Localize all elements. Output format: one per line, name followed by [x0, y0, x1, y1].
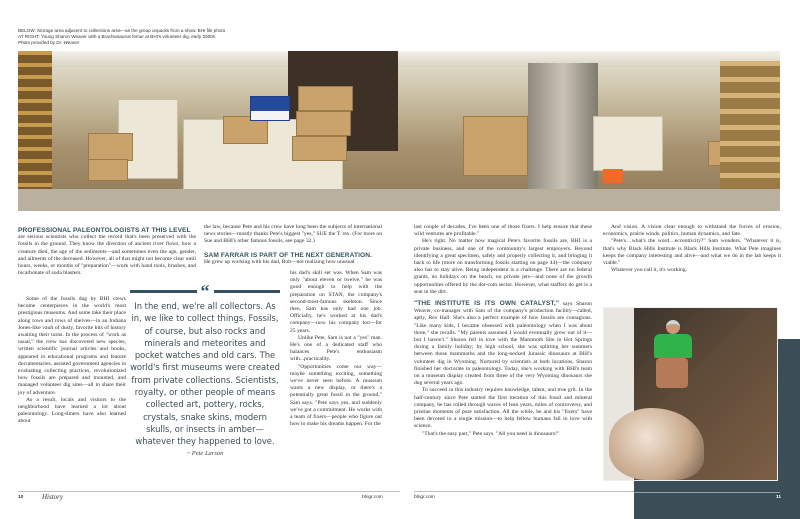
paragraph: says Sharon Weaver, co-manager with Sam of the company's production facility—called, aptly, Rex Hall. She's also a perfect example of how fossils are contagious. "Like many kids, I became obsessed with paleontology when I was about three," she recalls. "My parents assumed I would eventually grow out of it—but I haven't." Sharon fell in love with the Mammoth Site in Hot Springs during a family holiday; by high school, she was splitting her summers between those mammoths and the long-necked Jurassic dinosaurs at BHI's volunteer dig in Wyoming. Nurtured by scientists at both locations, Sharon finished her doctorate in paleontology. Today, she's working with BHI's team on a museum display created from three of the very Wyoming dinosaurs she dug several years ago. — [414, 301, 592, 387]
website-link-left[interactable]: bhigr.com — [362, 495, 383, 500]
paragraph: "Opportunities come our way—maybe something exciting, something we've never seen before. A museum wants a new display, or there's a potentially great fossil in the ground," Sam says. "Pete says yes, and suddenly we've got a commitment. He works with a team of fixers—people who figure out how to make his dreams happen. For the — [290, 363, 382, 428]
paragraph: As a result, locals and visitors to the neighborhood have learned a lot about paleontology. Long-timers have also learned about — [18, 396, 126, 425]
photo-person-head — [666, 320, 680, 334]
paragraph: are serious scientists who collect the record that's been preserved with the fossils in the ground. They know the direction of ancient river flows, how a creature died, the age of the sediments—and sometimes even the age, gender, and ailments of the deceased. However, all of that might not become clear until hours, weeks, or months of "preparation"—work with hand tools, brushes, and bicarbonate of soda blasters. — [18, 234, 196, 277]
photo-caption — [18, 28, 438, 47]
paragraph: And vision. A vision clear enough to withstand the forces of erosion, economics, prairie winds, politics, human dynamics, and fate. — [603, 224, 781, 238]
history-logo: History — [42, 493, 63, 501]
sharon-weaver-dig-photo — [603, 307, 778, 481]
article-column-1-narrow — [18, 296, 126, 426]
divider — [130, 290, 197, 293]
photo-ceiling — [18, 51, 780, 67]
divider — [214, 290, 281, 293]
photo-cabinet — [593, 116, 663, 171]
page-number-left: 10 — [18, 495, 24, 500]
paragraph: He grew up working with his dad, Bob—not realizing how unusual — [204, 258, 355, 265]
website-link-right[interactable]: bhigr.com — [414, 495, 435, 500]
photo-shelf-left — [18, 51, 52, 211]
caption-line-1: BELOW: Storage area adjacent to collections area—as the group unpacks from a show. BHI file photo — [18, 28, 226, 33]
photo-orange-box — [603, 169, 623, 183]
article-column-2 — [204, 224, 382, 266]
paragraph: the law, because Pete and his crew have long been the subjects of international news stories—mostly thanks Pete's biggest "yes," SUE the T. rex. (For more on Sue and BHI's other famous fossils, see page 32.) — [204, 224, 382, 245]
section-heading-catalyst: "THE INSTITUTE IS ITS OWN CATALYST," — [414, 300, 560, 308]
article-column-4 — [603, 224, 781, 274]
pull-quote-rule — [130, 281, 280, 301]
photo-box — [292, 136, 347, 161]
photo-floor — [18, 189, 780, 211]
article-column-3 — [414, 224, 592, 438]
article-column-1 — [18, 224, 196, 277]
paragraph: Unlike Pete, Sam is not a "yes" man. He's one of a dedicated staff who balances Pete's enthusiasm with...practicality. — [290, 334, 382, 363]
footer-divider-right — [414, 491, 634, 492]
paragraph: "That's the easy part," Pete says. "All you need is dinosaurs!" — [422, 430, 560, 437]
storage-area-photo — [18, 51, 780, 211]
photo-box — [88, 133, 133, 161]
paragraph: Whatever you call it, it's working. — [611, 267, 688, 274]
photo-box — [463, 116, 528, 176]
photo-box — [296, 111, 351, 136]
pull-quote — [130, 281, 280, 457]
page-number-right: 11 — [776, 495, 782, 500]
article-column-2-narrow — [290, 270, 382, 428]
quote-mark-icon: “ — [200, 281, 210, 301]
paragraph: his dad's skill set was. When Sam was only "about eleven or twelve," he was good enough to help with the preparation on STAN, the company's second-most-famous skeleton. Since then, Sam has only had one job. Officially, he's worked at his dad's company—now his company too—for 25 years. — [290, 270, 382, 334]
photo-box — [298, 86, 353, 111]
paragraph: "Pete's…what's the word…eccentricity?" Sam wonders. "Whatever it is, that's why Black Hills Institute is Black Hills Institute. What Pete imagines keeps the company interesting and alive—and what we do in the lab keeps it viable." — [603, 238, 781, 267]
caption-line-2: AT RIGHT: Young Sharon Weaver with a Brachiosaurus femur at BHI's volunteer dig, early 2000s. — [18, 34, 217, 40]
photo-box — [88, 159, 128, 181]
section-heading-professional: PROFESSIONAL PALEONTOLOGISTS AT THIS LEVEL — [18, 227, 191, 234]
caption-credit: Photo provided by Dr. Weaver — [18, 40, 80, 46]
accent-rule — [634, 492, 780, 493]
photo-person-legs — [656, 358, 688, 388]
pull-quote-signature: ~ Pete Larson — [186, 449, 224, 457]
paragraph: last couple of decades, I've been one of those fixers. I help ensure that these wild ventures are profitable." — [414, 224, 592, 238]
paragraph: Some of the fossils dug by BHI crews become centerpieces in the world's most prestigious museums. And some take their place along rows and rows of shelves—in an Indiana Jones-like vault of dusty, favorite bits of history awaiting their turns. In the process of "work as usual," the crew has discovered new species, written scientific journal articles and books, appeared in educational programs and feature documentaries, assisted government agencies in evaluating collecting practices, revolutionized how fossils are prepared and mounted, and managed volunteer dig sites—all to share their joy of adventure. — [18, 296, 126, 396]
footer-divider-left — [18, 491, 400, 492]
pull-quote-text: In the end, we're all collectors. As in, we like to collect things. Fossils, of course, but also rocks and minerals and meteorites and pocket watches and old cars. The world's first museums were created from private collections. Scientists, royalty, or other people of means collected art, pottery, rocks, crystals, snake skins, modern skulls, or insects in amber—whatever they happened to love. — [130, 301, 280, 447]
photo-person-shirt — [654, 334, 692, 358]
paragraph: He's right. No matter how magical Pete's favorite fossils are, BHI is a private business, and one of the community's largest employers. Beyond identifying a great specimen, safely and properly collecting it, and bringing it back to life (more on transforming fossils starting on page 44)—the company also has to stay alive. Being independent is a challenge. There are no federal grants, no holidays on the beach, no private jets—and none of the growth opportunities offered by the dot-com sector. However, what staffers do get is a seat in the dirt. — [414, 238, 592, 295]
paragraph: To succeed in this industry requires knowledge, talent, and true grit. In the half-century since Pete started the first iteration of this fossil and mineral company, he has rolled through waves of lean years, miles of controversy, and pristine moments of pure satisfaction. All the while, he and his "fixers" have been devoted to a single mission—to help fellow humans fall in love with science. — [414, 387, 592, 430]
section-heading-sam-farrar: SAM FARRAR IS PART OF THE NEXT GENERATION. — [204, 251, 373, 259]
photo-blue-box — [250, 96, 290, 121]
